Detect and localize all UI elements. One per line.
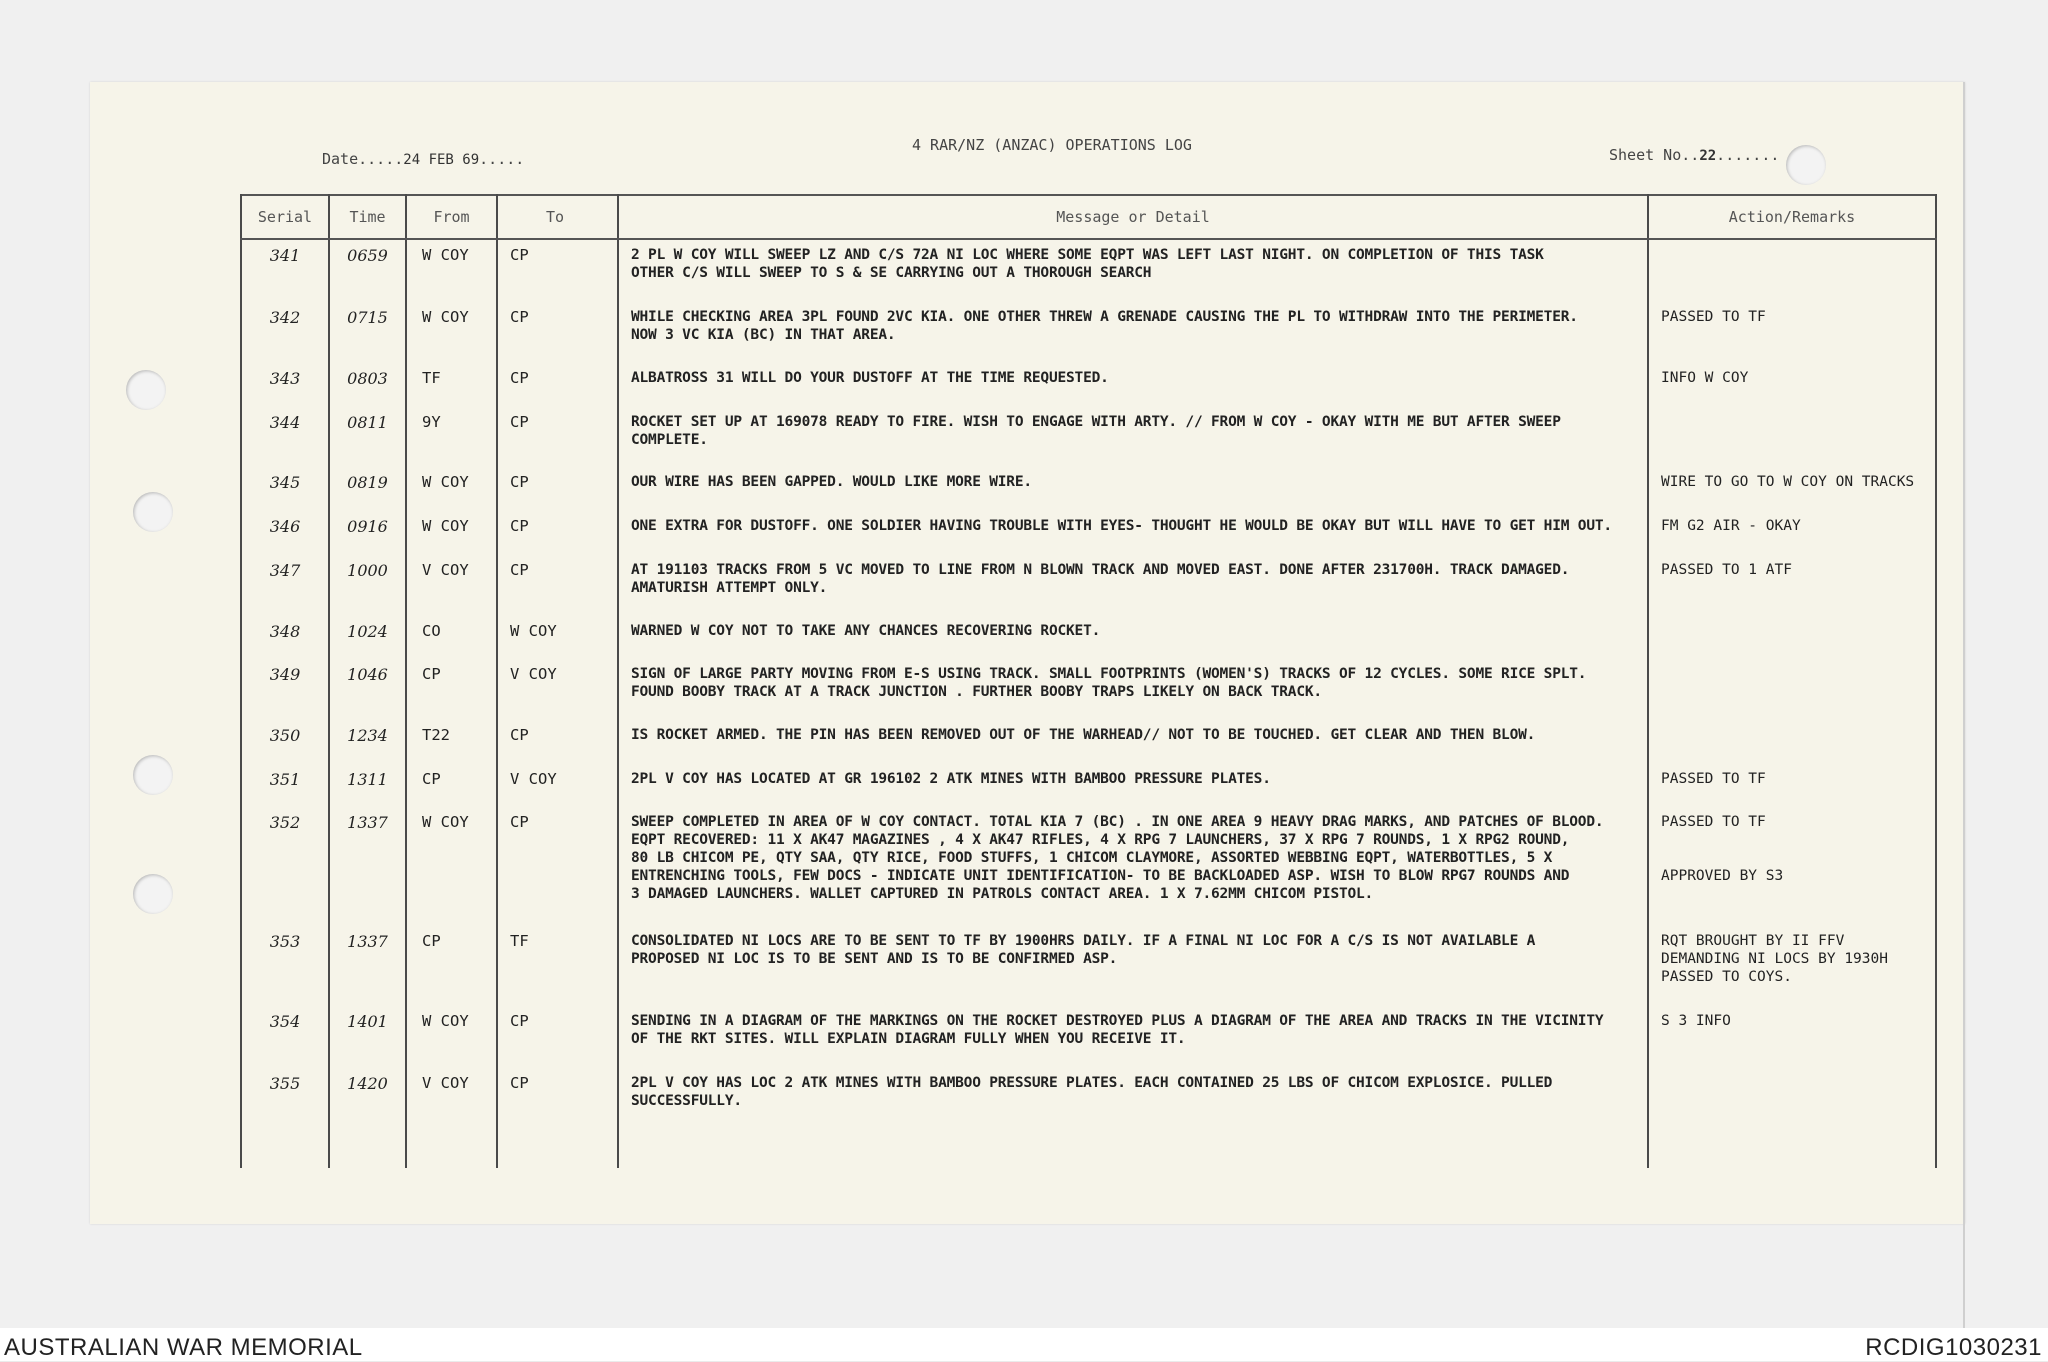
from-cell bbox=[406, 555, 497, 616]
time-cell-text: 1401 bbox=[347, 1012, 388, 1031]
time-cell bbox=[329, 302, 406, 363]
from-cell-text: CP bbox=[422, 932, 441, 950]
time-cell-text: 0811 bbox=[347, 413, 388, 432]
punch-hole bbox=[133, 874, 173, 914]
to-cell bbox=[497, 1068, 618, 1125]
message-cell-text: 2 PL W COY WILL SWEEP LZ AND C/S 72A NI LOC WHERE SOME EQPT WAS LEFT LAST NIGHT. ON COMPLETION OF THIS TASK OTHER C/S WILL SWEEP TO S & SE CARRYING OUT A THOROUGH SEARCH bbox=[631, 247, 1544, 281]
table-row bbox=[241, 467, 1936, 511]
table-row bbox=[241, 555, 1936, 616]
serial-cell bbox=[241, 1068, 329, 1125]
to-cell-text: CP bbox=[510, 561, 529, 579]
to-cell bbox=[497, 511, 618, 555]
empty-cell bbox=[406, 1125, 497, 1168]
message-cell-text: ALBATROSS 31 WILL DO YOUR DUSTOFF AT THE TIME REQUESTED. bbox=[631, 370, 1109, 386]
action-cell bbox=[1648, 764, 1936, 807]
serial-cell bbox=[241, 926, 329, 1006]
serial-cell-text: 349 bbox=[269, 665, 301, 684]
table-row bbox=[241, 239, 1936, 302]
to-cell-text: CP bbox=[510, 1012, 529, 1030]
from-cell bbox=[406, 302, 497, 363]
action-cell-text: WIRE TO GO TO W COY ON TRACKS bbox=[1661, 474, 1915, 490]
time-cell-text: 0819 bbox=[347, 473, 388, 492]
time-cell-text: 1046 bbox=[347, 665, 388, 684]
punch-hole bbox=[133, 755, 173, 795]
to-cell bbox=[497, 467, 618, 511]
from-cell bbox=[406, 407, 497, 467]
from-cell-text: W COY bbox=[422, 473, 469, 491]
action-cell-text: FM G2 AIR - OKAY bbox=[1661, 518, 1801, 534]
message-cell bbox=[618, 511, 1648, 555]
col-header-serial: Serial bbox=[241, 195, 329, 239]
time-cell bbox=[329, 807, 406, 926]
time-cell-text: 0916 bbox=[347, 517, 388, 536]
to-cell-text: V COY bbox=[510, 770, 557, 788]
table-filler-row bbox=[241, 1125, 1936, 1168]
punch-hole bbox=[133, 492, 173, 532]
message-cell bbox=[618, 764, 1648, 807]
time-cell bbox=[329, 555, 406, 616]
action-cell-text: PASSED TO TF bbox=[1661, 771, 1766, 787]
to-cell-text: W COY bbox=[510, 622, 557, 640]
serial-cell-text: 355 bbox=[269, 1074, 301, 1093]
table-row bbox=[241, 1068, 1936, 1125]
to-cell-text: CP bbox=[510, 726, 529, 744]
action-cell bbox=[1648, 720, 1936, 764]
time-cell bbox=[329, 616, 406, 659]
to-cell-text: CP bbox=[510, 308, 529, 326]
action-cell bbox=[1648, 659, 1936, 720]
serial-cell-text: 353 bbox=[269, 932, 301, 951]
serial-cell bbox=[241, 616, 329, 659]
serial-cell-text: 352 bbox=[269, 813, 301, 832]
action-cell-text: PASSED TO TF bbox=[1661, 309, 1766, 325]
col-header-action: Action/Remarks bbox=[1648, 195, 1936, 239]
time-cell-text: 0715 bbox=[347, 308, 388, 327]
time-cell bbox=[329, 239, 406, 302]
action-cell bbox=[1648, 467, 1936, 511]
serial-cell-text: 350 bbox=[269, 726, 301, 745]
action-cell-text: RQT BROUGHT BY II FFV DEMANDING NI LOCS BY 1930H PASSED TO COYS. bbox=[1661, 933, 1888, 985]
serial-cell-text: 341 bbox=[269, 246, 301, 265]
table-row bbox=[241, 616, 1936, 659]
table-row bbox=[241, 807, 1936, 926]
to-cell-text: CP bbox=[510, 813, 529, 831]
empty-cell bbox=[329, 1125, 406, 1168]
from-cell-text: V COY bbox=[422, 561, 469, 579]
to-cell-text: CP bbox=[510, 473, 529, 491]
to-cell bbox=[497, 926, 618, 1006]
col-header-time: Time bbox=[329, 195, 406, 239]
table-row bbox=[241, 511, 1936, 555]
to-cell bbox=[497, 239, 618, 302]
punch-hole bbox=[1786, 145, 1826, 185]
from-cell-text: V COY bbox=[422, 1074, 469, 1092]
empty-cell bbox=[497, 1125, 618, 1168]
table-row bbox=[241, 659, 1936, 720]
time-cell bbox=[329, 926, 406, 1006]
message-cell bbox=[618, 467, 1648, 511]
serial-cell bbox=[241, 659, 329, 720]
message-cell bbox=[618, 1068, 1648, 1125]
message-cell bbox=[618, 807, 1648, 926]
to-cell bbox=[497, 659, 618, 720]
empty-cell bbox=[618, 1125, 1648, 1168]
from-cell-text: CP bbox=[422, 770, 441, 788]
action-cell bbox=[1648, 1068, 1936, 1125]
serial-cell bbox=[241, 302, 329, 363]
action-cell bbox=[1648, 511, 1936, 555]
to-cell-text: V COY bbox=[510, 665, 557, 683]
from-cell-text: W COY bbox=[422, 246, 469, 264]
message-cell-text: SIGN OF LARGE PARTY MOVING FROM E-S USING TRACK. SMALL FOOTPRINTS (WOMEN'S) TRACKS OF 12 CYCLES. SOME RICE SPLT. FOUND BOOBY TRACK AT A TRACK JUNCTION . FURTHER BOOBY TRAPS LIKELY ON BACK TRACK. bbox=[631, 666, 1587, 700]
from-cell bbox=[406, 807, 497, 926]
message-cell bbox=[618, 302, 1648, 363]
table-row bbox=[241, 407, 1936, 467]
date-suffix: ..... bbox=[479, 150, 525, 168]
serial-cell bbox=[241, 807, 329, 926]
serial-cell-text: 347 bbox=[269, 561, 301, 580]
message-cell-text: 2PL V COY HAS LOC 2 ATK MINES WITH BAMBOO PRESSURE PLATES. EACH CONTAINED 25 LBS OF CHICOM EXPLOSICE. PULLED SUCCESSFULLY. bbox=[631, 1075, 1553, 1109]
serial-cell bbox=[241, 764, 329, 807]
sheet-value: 22 bbox=[1699, 148, 1717, 164]
from-cell-text: 9Y bbox=[422, 413, 441, 431]
from-cell bbox=[406, 363, 497, 407]
message-cell-text: AT 191103 TRACKS FROM 5 VC MOVED TO LINE FROM N BLOWN TRACK AND MOVED EAST. DONE AFTER 231700H. TRACK DAMAGED. AMATURISH ATTEMPT ONLY. bbox=[631, 562, 1570, 596]
action-cell bbox=[1648, 239, 1936, 302]
action-cell bbox=[1648, 302, 1936, 363]
from-cell bbox=[406, 511, 497, 555]
time-cell-text: 0659 bbox=[347, 246, 388, 265]
page-edge bbox=[1963, 82, 1965, 1328]
time-cell-text: 0803 bbox=[347, 369, 388, 388]
action-cell bbox=[1648, 926, 1936, 1006]
from-cell bbox=[406, 720, 497, 764]
to-cell-text: CP bbox=[510, 1074, 529, 1092]
action-cell-text: S 3 INFO bbox=[1661, 1013, 1731, 1029]
to-cell bbox=[497, 720, 618, 764]
message-cell-text: ONE EXTRA FOR DUSTOFF. ONE SOLDIER HAVING TROUBLE WITH EYES- THOUGHT HE WOULD BE OKAY BUT WILL HAVE TO GET HIM OUT. bbox=[631, 518, 1612, 534]
serial-cell-text: 342 bbox=[269, 308, 301, 327]
punch-hole bbox=[126, 370, 166, 410]
time-cell-text: 1234 bbox=[347, 726, 388, 745]
time-cell bbox=[329, 720, 406, 764]
sheet-number-field bbox=[1609, 146, 1779, 164]
col-header-to: To bbox=[497, 195, 618, 239]
serial-cell-text: 345 bbox=[269, 473, 301, 492]
message-cell-text: OUR WIRE HAS BEEN GAPPED. WOULD LIKE MORE WIRE. bbox=[631, 474, 1032, 490]
action-cell bbox=[1648, 407, 1936, 467]
time-cell-text: 1337 bbox=[347, 813, 388, 832]
action-cell bbox=[1648, 555, 1936, 616]
table-header-row bbox=[241, 195, 1936, 239]
from-cell-text: W COY bbox=[422, 308, 469, 326]
to-cell-text: TF bbox=[510, 932, 529, 950]
message-cell bbox=[618, 659, 1648, 720]
action-cell bbox=[1648, 807, 1936, 926]
col-header-from: From bbox=[406, 195, 497, 239]
serial-cell bbox=[241, 239, 329, 302]
serial-cell bbox=[241, 1006, 329, 1068]
message-cell bbox=[618, 555, 1648, 616]
serial-cell-text: 354 bbox=[269, 1012, 301, 1031]
message-cell-text: WHILE CHECKING AREA 3PL FOUND 2VC KIA. ONE OTHER THREW A GRENADE CAUSING THE PL TO WITHDRAW INTO THE PERIMETER. NOW 3 VC KIA (BC) IN THAT AREA. bbox=[631, 309, 1578, 343]
from-cell bbox=[406, 1068, 497, 1125]
time-cell-text: 1024 bbox=[347, 622, 388, 641]
footer-credit: AUSTRALIAN WAR MEMORIAL bbox=[4, 1334, 363, 1361]
empty-cell bbox=[1648, 1125, 1936, 1168]
col-header-message: Message or Detail bbox=[618, 195, 1648, 239]
serial-cell-text: 344 bbox=[269, 413, 301, 432]
message-cell bbox=[618, 1006, 1648, 1068]
action-cell bbox=[1648, 363, 1936, 407]
to-cell-text: CP bbox=[510, 369, 529, 387]
to-cell bbox=[497, 764, 618, 807]
message-cell bbox=[618, 926, 1648, 1006]
sheet-label: Sheet No.. bbox=[1609, 146, 1700, 164]
to-cell bbox=[497, 1006, 618, 1068]
operations-log-table bbox=[240, 194, 1937, 1168]
serial-cell bbox=[241, 511, 329, 555]
page-title: 4 RAR/NZ (ANZAC) OPERATIONS LOG bbox=[912, 136, 1192, 154]
message-cell-text: ROCKET SET UP AT 169078 READY TO FIRE. WISH TO ENGAGE WITH ARTY. // FROM W COY - OKAY WITH ME BUT AFTER SWEEP COMPLETE. bbox=[631, 414, 1561, 448]
serial-cell-text: 351 bbox=[269, 770, 301, 789]
from-cell-text: TF bbox=[422, 369, 441, 387]
from-cell bbox=[406, 239, 497, 302]
time-cell bbox=[329, 407, 406, 467]
serial-cell-text: 343 bbox=[269, 369, 301, 388]
message-cell-text: WARNED W COY NOT TO TAKE ANY CHANCES RECOVERING ROCKET. bbox=[631, 623, 1101, 639]
message-cell bbox=[618, 363, 1648, 407]
action-cell-text: PASSED TO 1 ATF bbox=[1661, 562, 1792, 578]
from-cell bbox=[406, 616, 497, 659]
to-cell bbox=[497, 407, 618, 467]
message-cell bbox=[618, 616, 1648, 659]
to-cell-text: CP bbox=[510, 246, 529, 264]
serial-cell bbox=[241, 467, 329, 511]
to-cell-text: CP bbox=[510, 413, 529, 431]
sheet-suffix: ....... bbox=[1716, 146, 1780, 164]
from-cell-text: W COY bbox=[422, 517, 469, 535]
to-cell bbox=[497, 302, 618, 363]
action-cell bbox=[1648, 616, 1936, 659]
message-cell bbox=[618, 239, 1648, 302]
from-cell-text: CP bbox=[422, 665, 441, 683]
to-cell bbox=[497, 807, 618, 926]
table-row bbox=[241, 720, 1936, 764]
serial-cell-text: 348 bbox=[269, 622, 301, 641]
from-cell-text: W COY bbox=[422, 813, 469, 831]
table-row bbox=[241, 302, 1936, 363]
message-cell-text: 2PL V COY HAS LOCATED AT GR 196102 2 ATK MINES WITH BAMBOO PRESSURE PLATES. bbox=[631, 771, 1271, 787]
serial-cell-text: 346 bbox=[269, 517, 301, 536]
time-cell bbox=[329, 467, 406, 511]
action-cell-text: PASSED TO TF APPROVED BY S3 bbox=[1661, 814, 1784, 884]
action-cell bbox=[1648, 1006, 1936, 1068]
table-row bbox=[241, 1006, 1936, 1068]
from-cell bbox=[406, 659, 497, 720]
time-cell bbox=[329, 511, 406, 555]
empty-cell bbox=[241, 1125, 329, 1168]
time-cell bbox=[329, 1006, 406, 1068]
serial-cell bbox=[241, 720, 329, 764]
time-cell bbox=[329, 764, 406, 807]
time-cell-text: 1420 bbox=[347, 1074, 388, 1093]
from-cell-text: W COY bbox=[422, 1012, 469, 1030]
to-cell bbox=[497, 363, 618, 407]
message-cell bbox=[618, 407, 1648, 467]
time-cell-text: 1311 bbox=[347, 770, 388, 789]
table-row bbox=[241, 363, 1936, 407]
from-cell bbox=[406, 764, 497, 807]
from-cell bbox=[406, 467, 497, 511]
message-cell-text: CONSOLIDATED NI LOCS ARE TO BE SENT TO TF BY 1900HRS DAILY. IF A FINAL NI LOC FOR A C/S IS NOT AVAILABLE A PROPOSED NI LOC IS TO BE SENT AND IS TO BE CONFIRMED ASP. bbox=[631, 933, 1536, 967]
from-cell bbox=[406, 1006, 497, 1068]
time-cell-text: 1337 bbox=[347, 932, 388, 951]
message-cell-text: SWEEP COMPLETED IN AREA OF W COY CONTACT. TOTAL KIA 7 (BC) . IN ONE AREA 9 HEAVY DRAG MARKS, AND PATCHES OF BLOOD. EQPT RECOVERED: 11 X AK47 MAGAZINES , 4 X AK47 RIFLES, 4 X RPG 7 LAUNCHERS, 37 X RPG 7 ROUNDS, 1 X RPG2 ROUND, 80 LB CHICOM PE, QTY SAA, QTY RICE, FOOD STUFFS, 1 CHICOM CLAYMORE, ASSORTED WEBBING EQPT, WATERBOTTLES, 5 X ENTRENCHING TOOLS, FEW DOCS - INDICATE UNIT IDENTIFICATION- TO BE BACKLOADED ASP. WISH TO BLOW RPG7 ROUNDS AND 3 DAMAGED LAUNCHERS. WALLET CAPTURED IN PATROLS CONTACT AREA. 1 X 7.62MM CHICOM PISTOL. bbox=[631, 814, 1604, 902]
table-row bbox=[241, 764, 1936, 807]
time-cell bbox=[329, 659, 406, 720]
to-cell-text: CP bbox=[510, 517, 529, 535]
serial-cell bbox=[241, 407, 329, 467]
serial-cell bbox=[241, 363, 329, 407]
from-cell-text: CO bbox=[422, 622, 441, 640]
action-cell-text: INFO W COY bbox=[1661, 370, 1749, 386]
date-value: 24 FEB 69 bbox=[403, 152, 480, 168]
time-cell bbox=[329, 1068, 406, 1125]
from-cell-text: T22 bbox=[422, 726, 450, 744]
time-cell-text: 1000 bbox=[347, 561, 388, 580]
message-cell-text: SENDING IN A DIAGRAM OF THE MARKINGS ON THE ROCKET DESTROYED PLUS A DIAGRAM OF THE AREA AND TRACKS IN THE VICINITY OF THE RKT SITES. WILL EXPLAIN DIAGRAM FULLY WHEN YOU RECEIVE IT. bbox=[631, 1013, 1604, 1047]
message-cell-text: IS ROCKET ARMED. THE PIN HAS BEEN REMOVED OUT OF THE WARHEAD// NOT TO BE TOUCHED. GET CLEAR AND THEN BLOW. bbox=[631, 727, 1536, 743]
date-label: Date..... bbox=[322, 150, 404, 168]
serial-cell bbox=[241, 555, 329, 616]
from-cell bbox=[406, 926, 497, 1006]
to-cell bbox=[497, 555, 618, 616]
message-cell bbox=[618, 720, 1648, 764]
time-cell bbox=[329, 363, 406, 407]
to-cell bbox=[497, 616, 618, 659]
date-field bbox=[322, 150, 524, 168]
footer-record-id: RCDIG1030231 bbox=[1865, 1334, 2042, 1361]
table-row bbox=[241, 926, 1936, 1006]
